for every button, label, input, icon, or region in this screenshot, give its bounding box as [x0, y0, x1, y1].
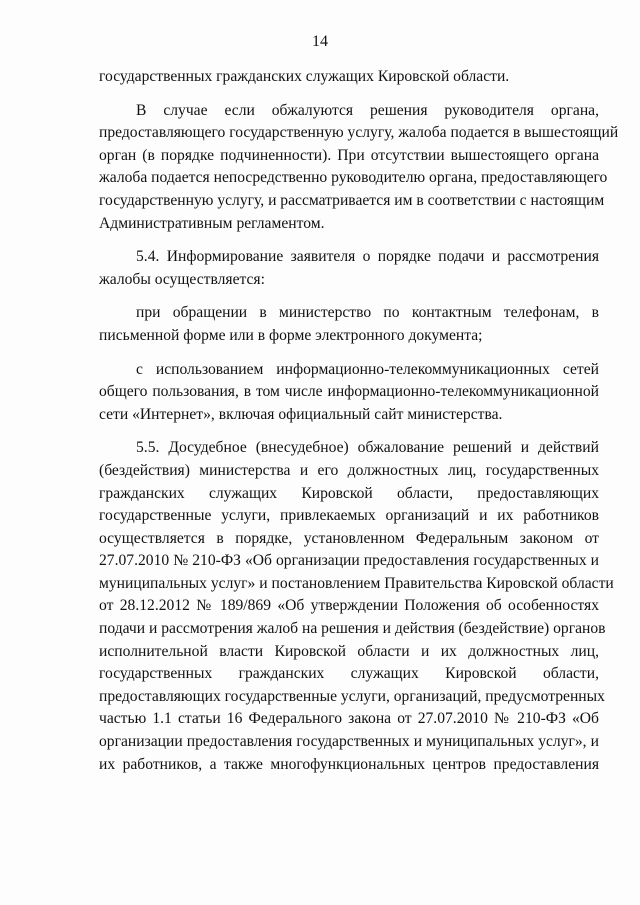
- text-line: от 28.12.2012 № 189/869 «Об утверждении Положения об особенностях: [99, 597, 599, 615]
- text-line: организации предоставления государственных и муниципальных услуг», и: [99, 733, 599, 751]
- text-line: В случае если обжалуются решения руководителя органа,: [136, 101, 599, 119]
- text-line: государственных гражданских служащих Кировской области,: [99, 665, 599, 683]
- paragraph-gap: [99, 89, 599, 100]
- paragraph: [99, 359, 599, 427]
- paragraph: [99, 246, 599, 291]
- paragraph: [99, 437, 614, 776]
- paragraph-gap: [99, 235, 599, 246]
- text-line: предоставляющих государственные услуги, организаций, предусмотренных: [99, 687, 605, 705]
- text-line: общего пользования, в том числе информационно-телекоммуникационной: [99, 383, 599, 401]
- text-line: жалоба подается непосредственно руководителю органа, предоставляющего: [99, 169, 608, 187]
- document-body: [99, 66, 619, 776]
- text-line: орган (в порядке подчиненности). При отсутствии вышестоящего органа: [99, 146, 599, 164]
- page-number: 14: [312, 33, 328, 50]
- paragraph-gap: [99, 348, 599, 359]
- paragraph: [99, 66, 599, 89]
- text-line: при обращении в министерство по контактным телефонам, в: [136, 304, 599, 322]
- paragraph: [99, 302, 599, 347]
- text-line: осуществляется в порядке, установленном Федеральным законом от: [99, 529, 599, 547]
- text-line: государственных гражданских служащих Кировской области.: [99, 68, 510, 85]
- text-line: Административным регламентом.: [99, 214, 325, 232]
- text-line: частью 1.1 статьи 16 Федерального закона от 27.07.2010 № 210-ФЗ «Об: [99, 710, 599, 728]
- text-line: с использованием информационно-телекоммуникационных сетей: [136, 360, 599, 378]
- text-line: исполнительной власти Кировской области и их должностных лиц,: [99, 642, 599, 660]
- paragraph-gap: [99, 426, 599, 437]
- text-line: 27.07.2010 № 210-ФЗ «Об организации предоставления государственных и: [99, 552, 599, 570]
- text-line: жалобы осуществляется:: [99, 270, 265, 288]
- text-line: государственные услуги, привлекаемых организаций и их работников: [99, 507, 599, 525]
- text-line: муниципальных услуг» и постановлением Правительства Кировской области: [99, 574, 614, 592]
- text-line: 5.4. Информирование заявителя о порядке подачи и рассмотрения: [136, 248, 599, 266]
- text-line: их работников, а также многофункциональных центров предоставления: [99, 755, 599, 773]
- text-line: государственную услугу, и рассматривается им в соответствии с настоящим: [99, 191, 605, 209]
- text-line: 5.5. Досудебное (внесудебное) обжалование решений и действий: [136, 439, 599, 457]
- paragraph-gap: [99, 291, 599, 302]
- text-line: предоставляющего государственную услугу, жалоба подается в вышестоящий: [99, 124, 619, 142]
- text-line: (бездействия) министерства и его должностных лиц, государственных: [99, 461, 599, 479]
- text-line: гражданских служащих Кировской области, предоставляющих: [99, 484, 599, 502]
- paragraph: [99, 100, 619, 236]
- text-line: сети «Интернет», включая официальный сайт министерства.: [99, 405, 503, 423]
- text-line: подачи и рассмотрения жалоб на решения и действия (бездействие) органов: [99, 620, 606, 638]
- text-line: письменной форме или в форме электронного документа;: [99, 326, 483, 344]
